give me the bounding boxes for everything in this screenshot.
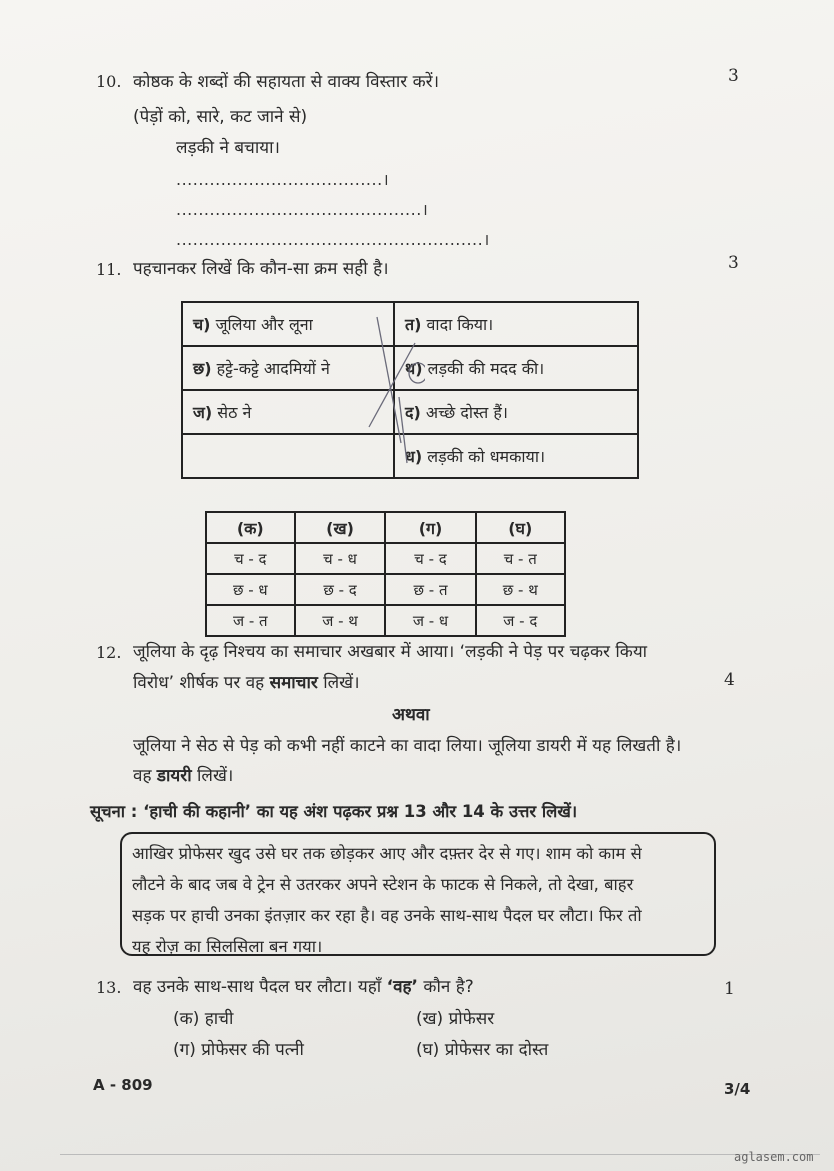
or-label: अथवा xyxy=(392,705,430,725)
pen-stroke xyxy=(399,397,407,463)
q13-option-d: (घ) प्रोफेसर का दोस्त xyxy=(416,1040,549,1060)
option-cell: च - ध xyxy=(295,543,386,574)
passage-line: सड़क पर हाची उनका इंतज़ार कर रहा है। वह उनके साथ-साथ पैदल घर लौटा। फिर तो xyxy=(132,906,642,925)
page-number: 3/4 xyxy=(724,1080,751,1098)
option-cell: च - द xyxy=(206,543,295,574)
q10-number: 10. xyxy=(96,72,122,91)
q12-alt-line-2: वह डायरी लिखें। xyxy=(133,766,234,786)
option-cell: छ - ध xyxy=(206,574,295,605)
passage-line: आखिर प्रोफेसर खुद उसे घर तक छोड़कर आए और दफ़्तर देर से गए। शाम को काम से xyxy=(132,844,642,863)
option-cell: छ - द xyxy=(295,574,386,605)
notice: सूचना : ‘हाची की कहानी’ का यह अंश पढ़कर प्रश्न 13 और 14 के उत्तर लिखें। xyxy=(90,802,578,821)
match-right-cell xyxy=(394,434,638,478)
match-right-cell xyxy=(394,390,638,434)
option-cell: ज - ध xyxy=(385,605,475,636)
option-cell: च - त xyxy=(476,543,565,574)
match-right-key: थ) xyxy=(405,359,423,378)
match-right-text: अच्छे दोस्त हैं। xyxy=(425,403,508,422)
match-right-key: त) xyxy=(405,315,422,334)
option-header: (ग) xyxy=(385,512,475,543)
option-header: (ख) xyxy=(295,512,386,543)
match-right-cell xyxy=(394,346,638,390)
q13-option-c: (ग) प्रोफेसर की पत्नी xyxy=(173,1040,304,1060)
passage-line: लौटने के बाद जब वे ट्रेन से उतरकर अपने स्टेशन के फाटक से निकले, तो देखा, बाहर xyxy=(132,875,634,894)
match-left-text: सेठ ने xyxy=(217,403,252,422)
q13-option-a: (क) हाची xyxy=(173,1009,234,1029)
q13-number: 13. xyxy=(96,978,122,997)
option-cell: छ - त xyxy=(385,574,475,605)
match-right-text: वादा किया। xyxy=(426,315,494,334)
match-left-key: च) xyxy=(193,315,211,334)
match-left-key: ज) xyxy=(193,403,213,422)
match-left-text: जूलिया और लूना xyxy=(215,315,313,334)
option-header: (घ) xyxy=(476,512,565,543)
match-right-key: ध) xyxy=(405,447,423,466)
match-right-key: द) xyxy=(405,403,421,422)
q13-marks: 1 xyxy=(724,979,735,999)
option-cell: ज - त xyxy=(206,605,295,636)
q12-line-1: जूलिया के दृढ़ निश्चय का समाचार अखबार में आया। ‘लड़की ने पेड़ पर चढ़कर किया xyxy=(133,642,648,662)
q10-hint: (पेड़ों को, सारे, कट जाने से) xyxy=(133,107,308,127)
option-cell: ज - थ xyxy=(295,605,386,636)
options-header-row xyxy=(206,512,565,543)
q10-blank-1: .....................................। xyxy=(176,170,390,189)
q12-alt-line-1: जूलिया ने सेठ से पेड़ को कभी नहीं काटने का वादा लिया। जूलिया डायरी में यह लिखती है। xyxy=(133,736,682,756)
match-left-key: छ) xyxy=(193,359,212,378)
option-cell: छ - थ xyxy=(476,574,565,605)
option-header: (क) xyxy=(206,512,295,543)
q13-option-b: (ख) प्रोफेसर xyxy=(416,1009,495,1029)
passage-line: यह रोज़ का सिलसिला बन गया। xyxy=(132,937,323,956)
options-table xyxy=(205,511,566,637)
options-row xyxy=(206,543,565,574)
pen-stroke xyxy=(377,317,401,443)
pen-circle xyxy=(409,363,425,383)
q13-bold-word: ‘वह’ xyxy=(386,977,419,997)
q12-bold-word: समाचार xyxy=(269,673,318,693)
q12-line-2: विरोध’ शीर्षक पर वह समाचार लिखें। xyxy=(133,673,360,693)
match-right-text: लड़की की मदद की। xyxy=(427,359,545,378)
q13-text: वह उनके साथ-साथ पैदल घर लौटा। यहाँ ‘वह’ कौन है? xyxy=(133,977,474,997)
q12-alt-bold-word: डायरी xyxy=(156,766,192,786)
q11-number: 11. xyxy=(96,260,122,279)
q10-blank-2: ............................................। xyxy=(176,200,429,219)
watermark: aglasem.com xyxy=(734,1150,814,1164)
q12-marks: 4 xyxy=(724,670,735,690)
q10-sentence: लड़की ने बचाया। xyxy=(176,138,280,158)
q12-number: 12. xyxy=(96,643,122,662)
page-bottom-rule xyxy=(60,1154,820,1155)
option-cell: ज - द xyxy=(476,605,565,636)
option-cell: च - द xyxy=(385,543,475,574)
options-row xyxy=(206,605,565,636)
match-right-text: लड़की को धमकाया। xyxy=(427,447,546,466)
paper-code: A - 809 xyxy=(93,1076,153,1094)
q10-blank-3: .......................................................। xyxy=(176,230,490,249)
passage-box xyxy=(120,832,716,956)
q10-text: कोष्ठक के शब्दों की सहायता से वाक्य विस्तार करें। xyxy=(133,72,440,92)
options-row xyxy=(206,574,565,605)
pen-stroke xyxy=(369,343,415,427)
match-left-text: हट्टे-कट्टे आदमियों ने xyxy=(216,359,330,378)
q10-marks: 3 xyxy=(728,66,739,86)
q11-text: पहचानकर लिखें कि कौन-सा क्रम सही है। xyxy=(133,259,389,279)
pen-marks xyxy=(355,305,425,475)
match-right-cell xyxy=(394,302,638,346)
q11-marks: 3 xyxy=(728,253,739,273)
